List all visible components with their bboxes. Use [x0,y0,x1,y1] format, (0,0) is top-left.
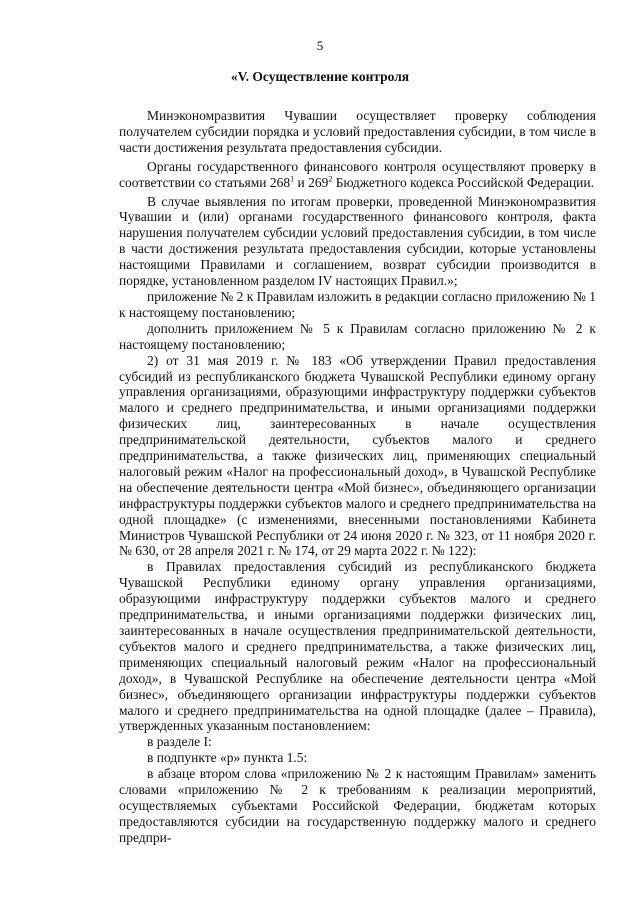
paragraph: в подпункте «р» пункта 1.5: [147,750,308,766]
paragraph: в разделе I: [147,734,212,750]
paragraph-text: и 269 [294,174,329,190]
paragraph-budget-code [119,159,596,191]
document-body [119,108,596,846]
paragraph: 2) от 31 мая 2019 г. № 183 «Об утверждении Правил предоставления субсидий из республиканского бюджета Чувашской Республики единому органу управления организациями, образующими инфраструктуру поддержки субъектов малого и среднего предпринимательства, и иными организациями поддержки физических лиц, заинтересованных в начале осуществления предпринимательской деятельности, субъектов малого и среднего предпринимательства, а также физических лиц, применяющих специальный налоговый режим «Налог на профессиональный доход», в Чувашской Республике на обеспечение деятельности центра «Мой бизнес», объединяющего организации инфраструктуры поддержки субъектов малого и среднего предпринимательства на одной площадке» (с изменениями, внесенными постановлениями Кабинета Министров Чувашской Республики от 24 июня 2020 г. № 323, от 11 ноября 2020 г. № 630, от 28 апреля 2021 г. № 174, от 29 марта 2022 г. № 122): [119,352,596,559]
superscript: 1 [290,174,295,184]
section-heading: «V. Осуществление контроля [230,69,410,84]
paragraph: В случае выявления по итогам проверки, проведенной Минэкономразвития Чувашии и (или) органами государственного финансового контроля, факта нарушения получателем субсидии условий предоставления субсидии, в том числе в части достижения результата предоставления субсидии, которые установлены настоящими Правилами и соглашением, возврат субсидии производится в порядке, установленном разделом IV настоящих Правил.»; [119,193,596,289]
paragraph: приложение № 2 к Правилам изложить в редакции согласно приложению № 1 к настоящему постановлению; [119,288,596,320]
paragraph-text: Бюджетного кодекса Российской Федерации. [332,174,594,190]
page-number: 5 [316,38,324,53]
paragraph: в Правилах предоставления субсидий из республиканского бюджета Чувашской Республики единому органу управления организациями, образующими инфраструктуру поддержки субъектов малого и среднего предпринимательства, и иными организациями поддержки физических лиц, заинтересованных в начале осуществления предпринимательской деятельности, субъектов малого и среднего предпринимательства, а также физических лиц, применяющих специальный налоговый режим «Налог на профессиональный доход», в Чувашской Республике на обеспечение деятельности центра «Мой бизнес», объединяющего организации инфраструктуры поддержки субъектов малого и среднего предпринимательства на одной площадке (далее – Правила), утвержденных указанным постановлением: [119,559,596,734]
paragraph: Минэкономразвития Чувашии осуществляет проверку соблюдения получателем субсидии порядка и условий предоставления субсидии, в том числе в части достижения результата предоставления субсидии. [119,108,596,155]
paragraph: в абзаце втором слова «приложению № 2 к настоящим Правилам» заменить словами «приложению № 2 к требованиям к реализации мероприятий, осуществляемых субъектами Российской Федерации, бюджетам которых предоставляются субсидии на государственную поддержку малого и среднего предпри- [119,766,596,845]
paragraph: дополнить приложением № 5 к Правилам согласно приложению № 2 к настоящему постановлению; [119,320,596,352]
superscript: 2 [328,174,333,184]
paragraph-text: Органы государственного финансового контроля осуществляют проверку в соответствии со статьями 268 [119,158,596,190]
